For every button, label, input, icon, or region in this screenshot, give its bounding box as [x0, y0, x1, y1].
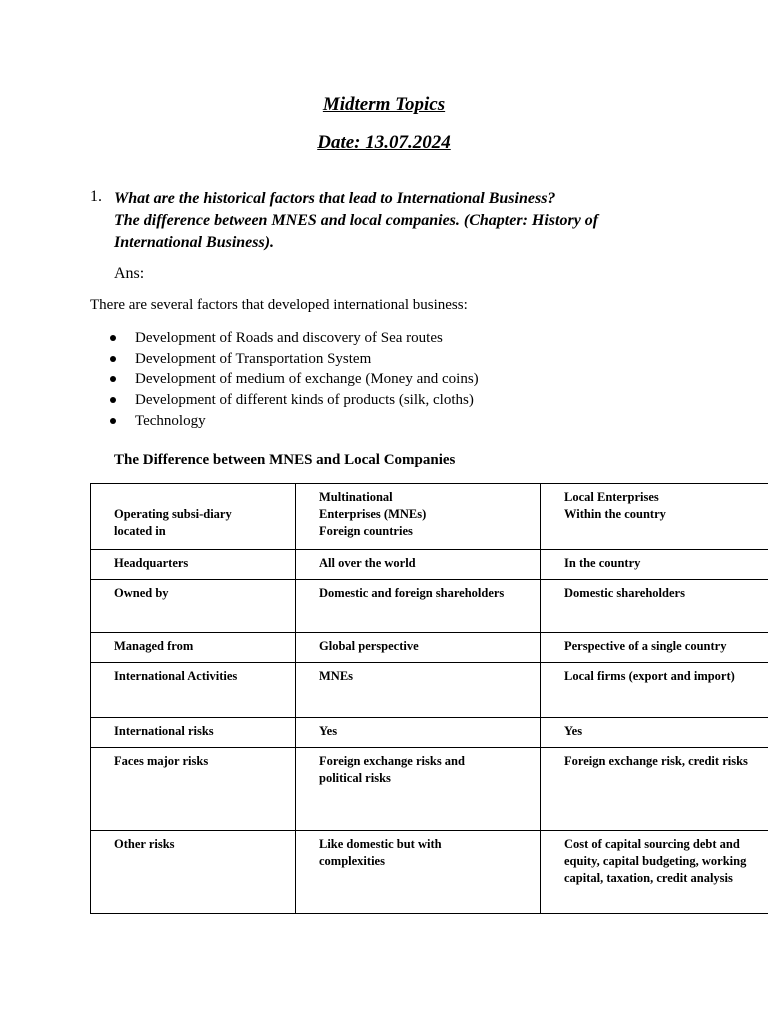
- table-row: [91, 663, 768, 718]
- table-cell: [91, 633, 296, 663]
- question-line: What are the historical factors that lead to International Business?: [114, 190, 556, 207]
- list-item-text: Technology: [135, 412, 206, 429]
- cell-line: Like domestic but with: [319, 837, 442, 851]
- bullet-icon: [110, 335, 116, 341]
- question-line: International Business).: [114, 234, 275, 251]
- table-cell: [541, 633, 768, 663]
- table-cell: [541, 748, 768, 831]
- list-item: [110, 328, 479, 349]
- cell-line: Foreign countries: [319, 524, 413, 538]
- table-cell: [541, 718, 768, 748]
- cell-line: MNEs: [319, 669, 354, 683]
- question-number: 1.: [90, 188, 102, 205]
- table-row: [91, 718, 768, 748]
- cell-line: Faces major risks: [114, 754, 209, 768]
- comparison-table: [90, 483, 768, 914]
- cell-line: capital, taxation, credit analysis: [564, 871, 733, 885]
- question-line: The difference between MNES and local companies. (Chapter: History of: [114, 212, 599, 229]
- cell-line: Foreign exchange risk, credit risks: [564, 754, 748, 768]
- cell-line: International risks: [114, 724, 214, 738]
- bullet-icon: [110, 376, 116, 382]
- cell-line: Enterprises (MNEs): [319, 507, 427, 521]
- list-item: [110, 349, 479, 370]
- table-header-row: [91, 484, 768, 550]
- table-row: [91, 748, 768, 831]
- cell-line: Perspective of a single country: [564, 639, 727, 653]
- table-cell: [91, 718, 296, 748]
- list-item: [110, 390, 479, 411]
- cell-line: complexities: [319, 854, 385, 868]
- cell-line: Operating subsi-diary: [114, 507, 232, 521]
- factor-list: [110, 328, 479, 432]
- cell-line: Yes: [564, 724, 583, 738]
- table-row: [91, 580, 768, 633]
- table-cell: [296, 748, 541, 831]
- table-cell: [541, 580, 768, 633]
- bullet-icon: [110, 356, 116, 362]
- cell-line: located in: [114, 524, 166, 538]
- table-cell: [91, 663, 296, 718]
- list-item-text: Development of medium of exchange (Money and coins): [135, 371, 479, 388]
- page-date: Date: 13.07.2024: [317, 132, 451, 153]
- cell-line: Multinational: [319, 490, 393, 504]
- cell-line: Local firms (export and import): [564, 669, 735, 683]
- list-item: [110, 369, 479, 390]
- cell-line: All over the world: [319, 556, 416, 570]
- intro-paragraph: There are several factors that developed international business:: [90, 297, 468, 313]
- cell-line: Within the country: [564, 507, 666, 521]
- list-item: [110, 411, 479, 432]
- cell-line: political risks: [319, 771, 391, 785]
- table-cell: [296, 831, 541, 914]
- question-text: [114, 188, 654, 254]
- cell-line: Global perspective: [319, 639, 419, 653]
- list-item-text: Development of different kinds of products (silk, cloths): [135, 392, 474, 409]
- cell-line: Cost of capital sourcing debt and: [564, 837, 740, 851]
- table-cell: [296, 580, 541, 633]
- list-item-text: Development of Transportation System: [135, 350, 372, 367]
- cell-line: Headquarters: [114, 556, 189, 570]
- cell-line: Local Enterprises: [564, 490, 659, 504]
- table-heading: The Difference between MNES and Local Companies: [114, 452, 456, 468]
- table-cell: [91, 580, 296, 633]
- cell-line: equity, capital budgeting, working: [564, 854, 747, 868]
- cell-line: Foreign exchange risks and: [319, 754, 465, 768]
- cell-line: In the country: [564, 556, 641, 570]
- table-cell: [296, 484, 541, 550]
- table-cell: [296, 718, 541, 748]
- table-cell: [91, 831, 296, 914]
- cell-line: Other risks: [114, 837, 175, 851]
- table-cell: [296, 633, 541, 663]
- table-cell: [296, 550, 541, 580]
- table-cell: [541, 831, 768, 914]
- cell-line: Domestic shareholders: [564, 586, 685, 600]
- table-row: [91, 550, 768, 580]
- bullet-icon: [110, 418, 116, 424]
- page-title: Midterm Topics: [322, 94, 446, 115]
- table-cell: [91, 484, 296, 550]
- cell-line: Yes: [319, 724, 338, 738]
- bullet-icon: [110, 397, 116, 403]
- table-row: [91, 633, 768, 663]
- table-cell: [541, 663, 768, 718]
- table-cell: [91, 550, 296, 580]
- table-row: [91, 831, 768, 914]
- cell-line: Owned by: [114, 586, 169, 600]
- table-cell: [296, 663, 541, 718]
- list-item-text: Development of Roads and discovery of Sea routes: [135, 330, 443, 346]
- cell-line: Managed from: [114, 639, 194, 653]
- table-cell: [541, 484, 768, 550]
- cell-line: Domestic and foreign shareholders: [319, 586, 505, 600]
- cell-line: International Activities: [114, 669, 238, 683]
- table-cell: [91, 748, 296, 831]
- table-cell: [541, 550, 768, 580]
- answer-label: Ans:: [114, 265, 145, 282]
